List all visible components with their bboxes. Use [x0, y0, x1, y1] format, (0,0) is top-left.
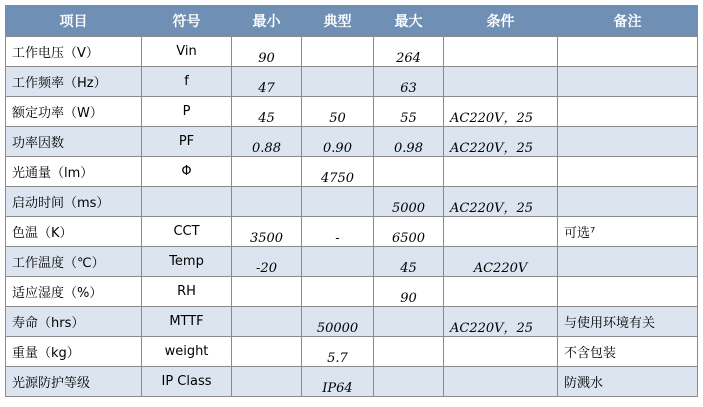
cell-item: 重量（kg）: [6, 337, 142, 367]
cell-symbol: P: [142, 97, 232, 127]
header-max: 最大: [374, 6, 444, 37]
header-note: 备注: [558, 6, 698, 37]
cell-min: 90: [232, 37, 302, 67]
cell-min: 45: [232, 97, 302, 127]
table-row: [6, 367, 698, 397]
cell-condition: [444, 337, 558, 367]
cell-condition: AC220V，25: [444, 187, 558, 217]
cell-min: [232, 367, 302, 397]
cell-max: [374, 337, 444, 367]
cell-condition: [444, 367, 558, 397]
cell-typ: 50000: [302, 307, 374, 337]
cell-symbol: Vin: [142, 37, 232, 67]
cell-condition: AC220V，25: [444, 127, 558, 157]
cell-item: 额定功率（W）: [6, 97, 142, 127]
cell-min: [232, 337, 302, 367]
cell-condition: [444, 217, 558, 247]
cell-typ: [302, 277, 374, 307]
cell-item: 光源防护等级: [6, 367, 142, 397]
cell-max: 6500: [374, 217, 444, 247]
cell-typ: 4750: [302, 157, 374, 187]
cell-note: [558, 277, 698, 307]
table-row: [6, 127, 698, 157]
cell-note: [558, 187, 698, 217]
cell-min: [232, 277, 302, 307]
table-row: [6, 37, 698, 67]
cell-typ: [302, 37, 374, 67]
cell-condition: [444, 157, 558, 187]
table-row: [6, 97, 698, 127]
cell-note: 与使用环境有关: [558, 307, 698, 337]
header-condition: 条件: [444, 6, 558, 37]
cell-item: 功率因数: [6, 127, 142, 157]
cell-min: [232, 307, 302, 337]
cell-max: 264: [374, 37, 444, 67]
cell-max: 5000: [374, 187, 444, 217]
cell-max: 0.98: [374, 127, 444, 157]
cell-max: 55: [374, 97, 444, 127]
cell-note: [558, 127, 698, 157]
cell-note: [558, 97, 698, 127]
cell-condition: AC220V: [444, 247, 558, 277]
cell-symbol: MTTF: [142, 307, 232, 337]
cell-symbol: Temp: [142, 247, 232, 277]
table-row: [6, 277, 698, 307]
cell-item: 色温（K）: [6, 217, 142, 247]
cell-min: 47: [232, 67, 302, 97]
cell-symbol: f: [142, 67, 232, 97]
cell-item: 启动时间（ms）: [6, 187, 142, 217]
cell-min: 0.88: [232, 127, 302, 157]
table-row: [6, 337, 698, 367]
cell-item: 适应湿度（%）: [6, 277, 142, 307]
cell-min: [232, 187, 302, 217]
cell-typ: [302, 67, 374, 97]
cell-max: [374, 307, 444, 337]
cell-min: 3500: [232, 217, 302, 247]
cell-max: 63: [374, 67, 444, 97]
cell-item: 工作频率（Hz）: [6, 67, 142, 97]
cell-symbol: [142, 187, 232, 217]
cell-min: -20: [232, 247, 302, 277]
cell-max: 45: [374, 247, 444, 277]
cell-note: [558, 37, 698, 67]
spec-table: [5, 5, 698, 397]
header-row: [6, 6, 698, 37]
cell-note: 不含包装: [558, 337, 698, 367]
cell-note: 防溅水: [558, 367, 698, 397]
cell-condition: [444, 37, 558, 67]
cell-symbol: weight: [142, 337, 232, 367]
cell-typ: [302, 187, 374, 217]
cell-symbol: IP Class: [142, 367, 232, 397]
header-typ: 典型: [302, 6, 374, 37]
cell-typ: -: [302, 217, 374, 247]
cell-condition: [444, 277, 558, 307]
table-row: [6, 67, 698, 97]
cell-typ: 0.90: [302, 127, 374, 157]
cell-min: [232, 157, 302, 187]
cell-note: 可选⁷: [558, 217, 698, 247]
cell-condition: AC220V，25: [444, 307, 558, 337]
cell-item: 工作电压（V）: [6, 37, 142, 67]
cell-note: [558, 157, 698, 187]
header-symbol: 符号: [142, 6, 232, 37]
cell-typ: 5.7: [302, 337, 374, 367]
header-min: 最小: [232, 6, 302, 37]
table-row: [6, 217, 698, 247]
cell-symbol: CCT: [142, 217, 232, 247]
cell-item: 光通量（lm）: [6, 157, 142, 187]
cell-max: [374, 367, 444, 397]
cell-max: [374, 157, 444, 187]
cell-condition: [444, 67, 558, 97]
cell-typ: 50: [302, 97, 374, 127]
cell-note: [558, 247, 698, 277]
cell-symbol: Φ: [142, 157, 232, 187]
cell-typ: [302, 247, 374, 277]
table-row: [6, 187, 698, 217]
cell-note: [558, 67, 698, 97]
cell-condition: AC220V，25: [444, 97, 558, 127]
cell-symbol: RH: [142, 277, 232, 307]
table-row: [6, 157, 698, 187]
header-item: 项目: [6, 6, 142, 37]
table-row: [6, 307, 698, 337]
cell-symbol: PF: [142, 127, 232, 157]
cell-max: 90: [374, 277, 444, 307]
cell-typ: IP64: [302, 367, 374, 397]
cell-item: 寿命（hrs）: [6, 307, 142, 337]
cell-item: 工作温度（℃）: [6, 247, 142, 277]
table-row: [6, 247, 698, 277]
